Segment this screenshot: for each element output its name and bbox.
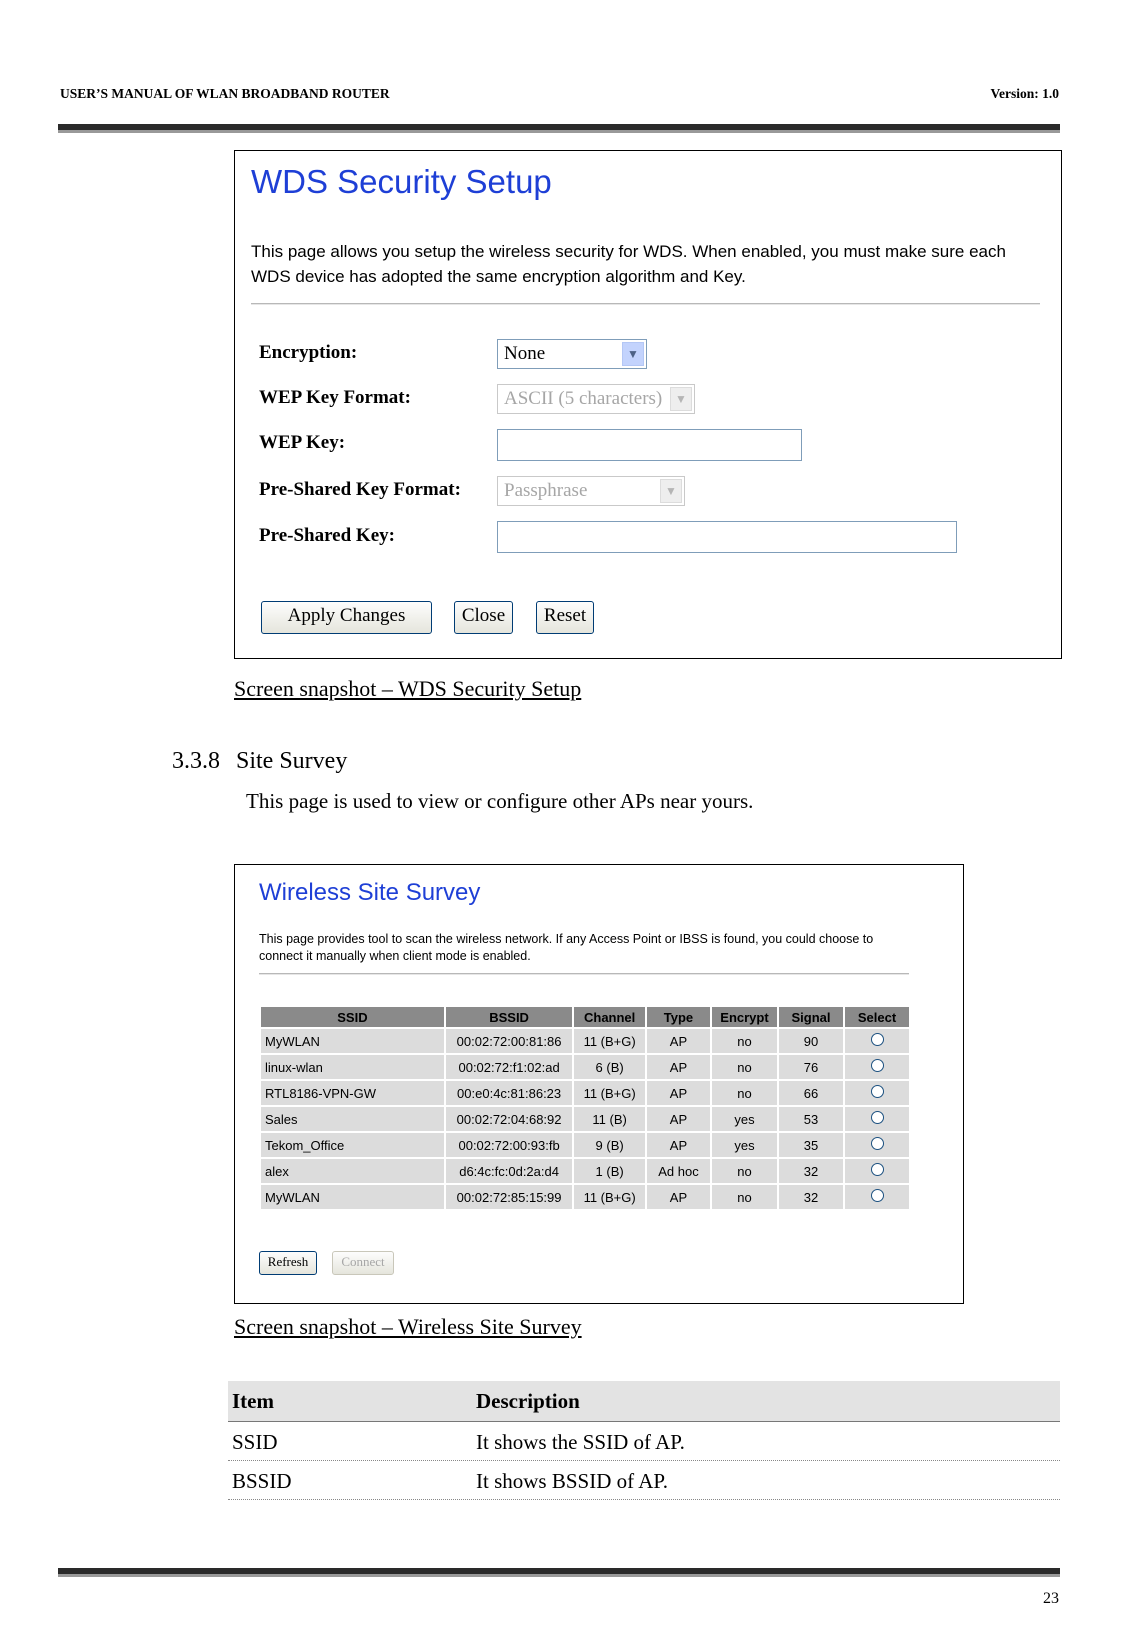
cell-encrypt: no: [712, 1029, 777, 1053]
survey-caption: Screen snapshot – Wireless Site Survey: [234, 1314, 582, 1339]
cell-type: Ad hoc: [647, 1159, 710, 1183]
encryption-select[interactable]: [497, 339, 647, 369]
cell-encrypt: yes: [712, 1133, 777, 1157]
page-number: 23: [1043, 1590, 1059, 1607]
psk-format-value: Passphrase: [504, 480, 588, 501]
cell-type: AP: [647, 1107, 710, 1131]
encryption-label: Encryption:: [259, 342, 358, 363]
cell-select: [845, 1159, 909, 1183]
cell-signal: 32: [779, 1159, 843, 1183]
col-select: Select: [845, 1007, 909, 1027]
wep-key-label: WEP Key:: [259, 432, 346, 453]
cell-type: AP: [647, 1133, 710, 1157]
cell-bssid: d6:4c:fc:0d:2a:d4: [446, 1159, 572, 1183]
psk-format-select[interactable]: [497, 476, 685, 506]
row-description: It shows BSSID of AP.: [476, 1469, 668, 1493]
survey-header-row: [261, 1007, 909, 1027]
row-item: BSSID: [232, 1469, 292, 1493]
cell-signal: 76: [779, 1055, 843, 1079]
table-row: [261, 1159, 909, 1183]
cell-channel: 9 (B): [574, 1133, 645, 1157]
cell-bssid: 00:02:72:00:93:fb: [446, 1133, 572, 1157]
wep-key-format-value: ASCII (5 characters): [504, 388, 663, 409]
select-radio[interactable]: [871, 1059, 884, 1072]
select-radio[interactable]: [871, 1111, 884, 1124]
table-row: [261, 1107, 909, 1131]
footer-rule: [58, 1568, 1060, 1577]
wds-description: This page allows you setup the wireless security for WDS. When enabled, you must make sure each WDS device has adopted the same encryption algorithm and Key.: [251, 242, 1006, 286]
select-radio[interactable]: [871, 1163, 884, 1176]
site-survey-screenshot: [234, 864, 964, 1304]
chevron-down-icon: ▼: [670, 387, 692, 411]
wep-key-format-label: WEP Key Format:: [259, 387, 411, 408]
header-item: Item: [232, 1389, 274, 1413]
cell-type: AP: [647, 1029, 710, 1053]
cell-encrypt: no: [712, 1081, 777, 1105]
cell-channel: 11 (B+G): [574, 1081, 645, 1105]
cell-bssid: 00:02:72:04:68:92: [446, 1107, 572, 1131]
section-title: Site Survey: [236, 748, 348, 774]
table-row: [228, 1461, 1060, 1500]
chevron-down-icon: ▼: [622, 342, 644, 366]
cell-bssid: 00:02:72:85:15:99: [446, 1185, 572, 1209]
cell-channel: 1 (B): [574, 1159, 645, 1183]
select-radio[interactable]: [871, 1189, 884, 1202]
select-radio[interactable]: [871, 1033, 884, 1046]
manual-title: USER’S MANUAL OF WLAN BROADBAND ROUTER: [60, 86, 390, 101]
cell-encrypt: no: [712, 1185, 777, 1209]
cell-signal: 66: [779, 1081, 843, 1105]
wep-key-format-select[interactable]: [497, 384, 695, 414]
cell-encrypt: no: [712, 1159, 777, 1183]
cell-signal: 35: [779, 1133, 843, 1157]
cell-ssid: RTL8186-VPN-GW: [261, 1081, 444, 1105]
survey-page-title: Wireless Site Survey: [259, 879, 481, 906]
apply-changes-button[interactable]: Apply Changes: [261, 601, 432, 634]
wds-caption: Screen snapshot – WDS Security Setup: [234, 676, 582, 701]
section-number: 3.3.8: [172, 748, 220, 774]
chevron-down-icon: ▼: [660, 479, 682, 503]
reset-button[interactable]: Reset: [536, 601, 594, 634]
item-description-table: [228, 1381, 1060, 1500]
table-row: [261, 1185, 909, 1209]
col-encrypt: Encrypt: [712, 1007, 777, 1027]
cell-channel: 11 (B+G): [574, 1029, 645, 1053]
cell-signal: 32: [779, 1185, 843, 1209]
cell-type: AP: [647, 1055, 710, 1079]
col-signal: Signal: [779, 1007, 843, 1027]
col-type: Type: [647, 1007, 710, 1027]
cell-channel: 11 (B): [574, 1107, 645, 1131]
cell-select: [845, 1185, 909, 1209]
cell-encrypt: yes: [712, 1107, 777, 1131]
table-row: [261, 1055, 909, 1079]
cell-select: [845, 1029, 909, 1053]
survey-description: This page provides tool to scan the wireless network. If any Access Point or IBSS is found, you could choose to connect it manually when client mode is enabled.: [259, 932, 874, 963]
cell-ssid: MyWLAN: [261, 1185, 444, 1209]
survey-table: [259, 1005, 911, 1211]
table-row: [261, 1029, 909, 1053]
col-bssid: BSSID: [446, 1007, 572, 1027]
encryption-value: None: [504, 343, 546, 364]
survey-divider: [259, 973, 909, 975]
table-row: [261, 1081, 909, 1105]
wds-divider: [251, 303, 1040, 305]
cell-ssid: Sales: [261, 1107, 444, 1131]
psk-input[interactable]: [497, 521, 957, 553]
header-rule: [58, 124, 1060, 133]
cell-bssid: 00:02:72:00:81:86: [446, 1029, 572, 1053]
section-heading: [172, 748, 347, 775]
cell-ssid: linux-wlan: [261, 1055, 444, 1079]
table-header-row: [228, 1381, 1060, 1422]
cell-type: AP: [647, 1185, 710, 1209]
cell-channel: 6 (B): [574, 1055, 645, 1079]
cell-ssid: Tekom_Office: [261, 1133, 444, 1157]
version-label: Version: 1.0: [990, 86, 1059, 101]
psk-format-label: Pre-Shared Key Format:: [259, 479, 461, 500]
table-row: [261, 1133, 909, 1157]
cell-signal: 90: [779, 1029, 843, 1053]
row-description: It shows the SSID of AP.: [476, 1430, 685, 1454]
select-radio[interactable]: [871, 1085, 884, 1098]
header-description: Description: [476, 1389, 580, 1413]
cell-select: [845, 1055, 909, 1079]
cell-type: AP: [647, 1081, 710, 1105]
cell-ssid: alex: [261, 1159, 444, 1183]
cell-bssid: 00:e0:4c:81:86:23: [446, 1081, 572, 1105]
psk-label: Pre-Shared Key:: [259, 525, 395, 546]
wds-security-screenshot: [234, 150, 1062, 659]
connect-button[interactable]: Connect: [332, 1251, 394, 1275]
section-body: This page is used to view or configure other APs near yours.: [246, 789, 754, 813]
table-row: [228, 1422, 1060, 1461]
wds-page-title: WDS Security Setup: [251, 163, 552, 200]
close-button[interactable]: Close: [454, 601, 513, 634]
cell-signal: 53: [779, 1107, 843, 1131]
cell-select: [845, 1133, 909, 1157]
select-radio[interactable]: [871, 1137, 884, 1150]
cell-encrypt: no: [712, 1055, 777, 1079]
row-item: SSID: [232, 1430, 278, 1454]
cell-channel: 11 (B+G): [574, 1185, 645, 1209]
refresh-button[interactable]: Refresh: [259, 1251, 317, 1275]
cell-ssid: MyWLAN: [261, 1029, 444, 1053]
wep-key-input[interactable]: [497, 429, 802, 461]
cell-select: [845, 1107, 909, 1131]
col-channel: Channel: [574, 1007, 645, 1027]
cell-bssid: 00:02:72:f1:02:ad: [446, 1055, 572, 1079]
cell-select: [845, 1081, 909, 1105]
col-ssid: SSID: [261, 1007, 444, 1027]
